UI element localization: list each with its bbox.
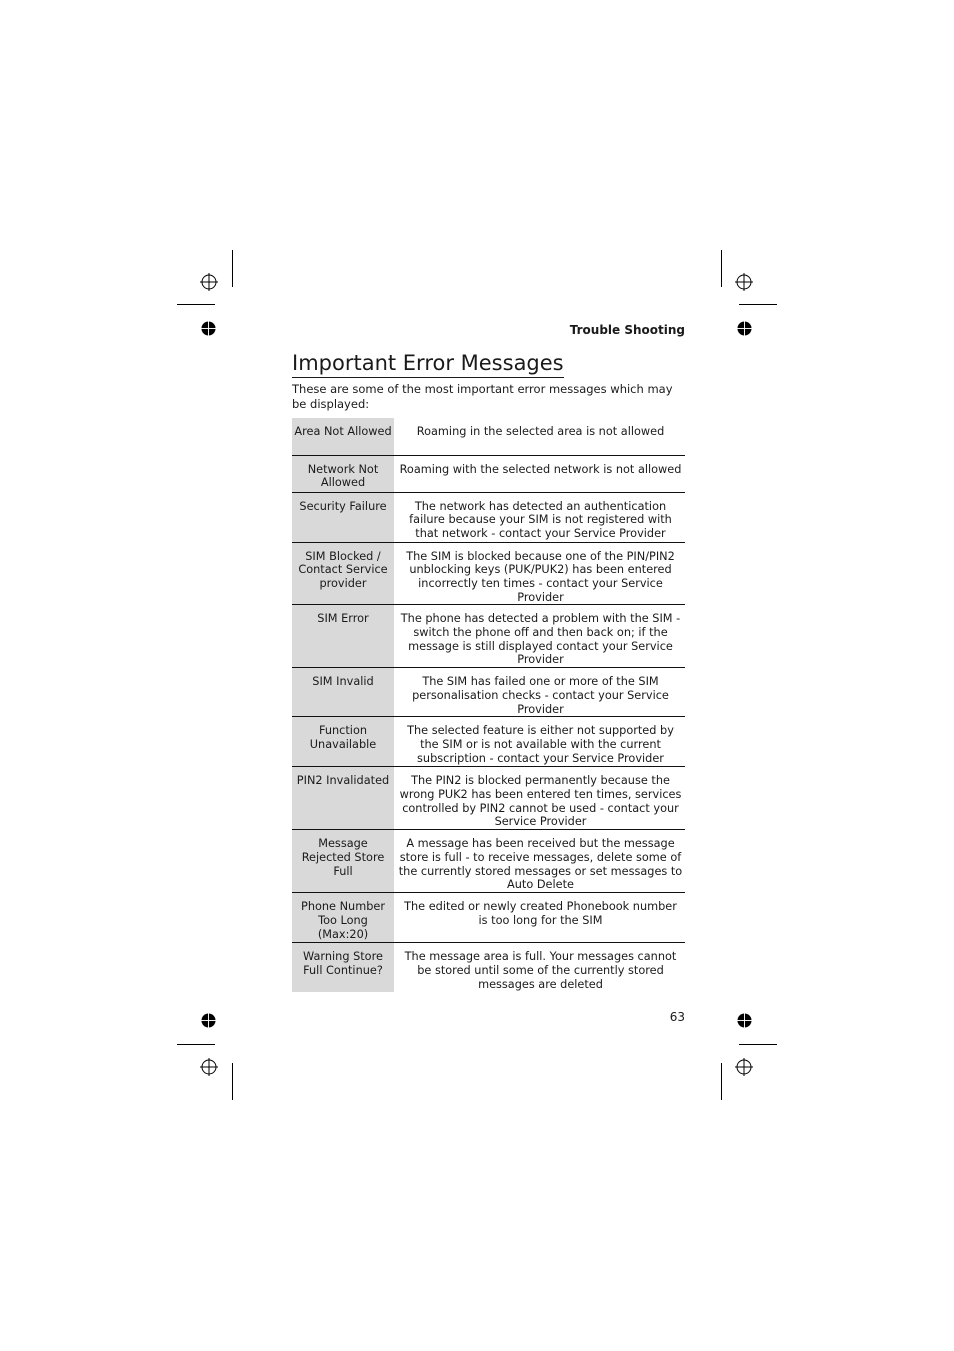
error-description: The PIN2 is blocked permanently because the wrong PUK2 has been entered ten times, services controlled by PIN2 cannot be used - contact your Service Provider: [394, 767, 685, 830]
error-name: Message Rejected Store Full: [292, 830, 394, 893]
table-row: [292, 767, 685, 830]
crop-mark: [721, 250, 722, 287]
registration-dot-icon: [201, 1013, 216, 1028]
crop-mark: [232, 250, 233, 287]
crop-mark: [232, 1063, 233, 1100]
table-row: [292, 542, 685, 605]
registration-dot-icon: [737, 321, 752, 336]
crop-mark: [177, 304, 215, 305]
crop-mark: [721, 1063, 722, 1100]
error-description: The selected feature is either not supported by the SIM or is not available with the current subscription - contact your Service Provider: [394, 717, 685, 767]
error-description: A message has been received but the message store is full - to receive messages, delete some of the currently stored messages or set messages to Auto Delete: [394, 830, 685, 893]
section-header: Trouble Shooting: [569, 323, 685, 337]
error-name: PIN2 Invalidated: [292, 767, 394, 830]
table-row: [292, 893, 685, 943]
error-description: Roaming with the selected network is not allowed: [394, 455, 685, 492]
registration-target-icon: [200, 1058, 218, 1076]
error-description: The phone has detected a problem with the SIM - switch the phone off and then back on; if the message is still displayed contact your Service Provider: [394, 605, 685, 668]
error-name: SIM Blocked / Contact Service provider: [292, 542, 394, 605]
error-name: Security Failure: [292, 492, 394, 542]
crop-mark: [177, 1044, 215, 1045]
registration-target-icon: [735, 273, 753, 291]
error-name: Warning Store Full Continue?: [292, 943, 394, 992]
error-description: The network has detected an authentication failure because your SIM is not registered with that network - contact your Service Provider: [394, 492, 685, 542]
registration-dot-icon: [737, 1013, 752, 1028]
error-description: The SIM is blocked because one of the PIN/PIN2 unblocking keys (PUK/PUK2) has been entered incorrectly ten times - contact your Service Provider: [394, 542, 685, 605]
crop-mark: [739, 304, 777, 305]
registration-dot-icon: [201, 321, 216, 336]
table-row: [292, 717, 685, 767]
table-row: [292, 455, 685, 492]
error-description: The edited or newly created Phonebook number is too long for the SIM: [394, 893, 685, 943]
error-messages-table: [292, 418, 685, 992]
intro-paragraph: These are some of the most important error messages which may be displayed:: [292, 382, 673, 411]
error-name: Network Not Allowed: [292, 455, 394, 492]
table-row: [292, 830, 685, 893]
table-row: [292, 668, 685, 717]
error-name: Phone Number Too Long (Max:20): [292, 893, 394, 943]
error-name: SIM Error: [292, 605, 394, 668]
table-row: [292, 492, 685, 542]
registration-target-icon: [200, 273, 218, 291]
table-row: [292, 943, 685, 992]
error-name: SIM Invalid: [292, 668, 394, 717]
crop-mark: [739, 1044, 777, 1045]
error-description: The SIM has failed one or more of the SIM personalisation checks - contact your Service Provider: [394, 668, 685, 717]
registration-target-icon: [735, 1058, 753, 1076]
page-number: 63: [669, 1010, 685, 1024]
table-row: [292, 418, 685, 455]
error-name: Function Unavailable: [292, 717, 394, 767]
page-title: Important Error Messages: [292, 351, 564, 378]
error-name: Area Not Allowed: [292, 418, 394, 455]
error-description: Roaming in the selected area is not allowed: [394, 418, 685, 455]
table-row: [292, 605, 685, 668]
error-description: The message area is full. Your messages cannot be stored until some of the currently stored messages are deleted: [404, 950, 677, 991]
